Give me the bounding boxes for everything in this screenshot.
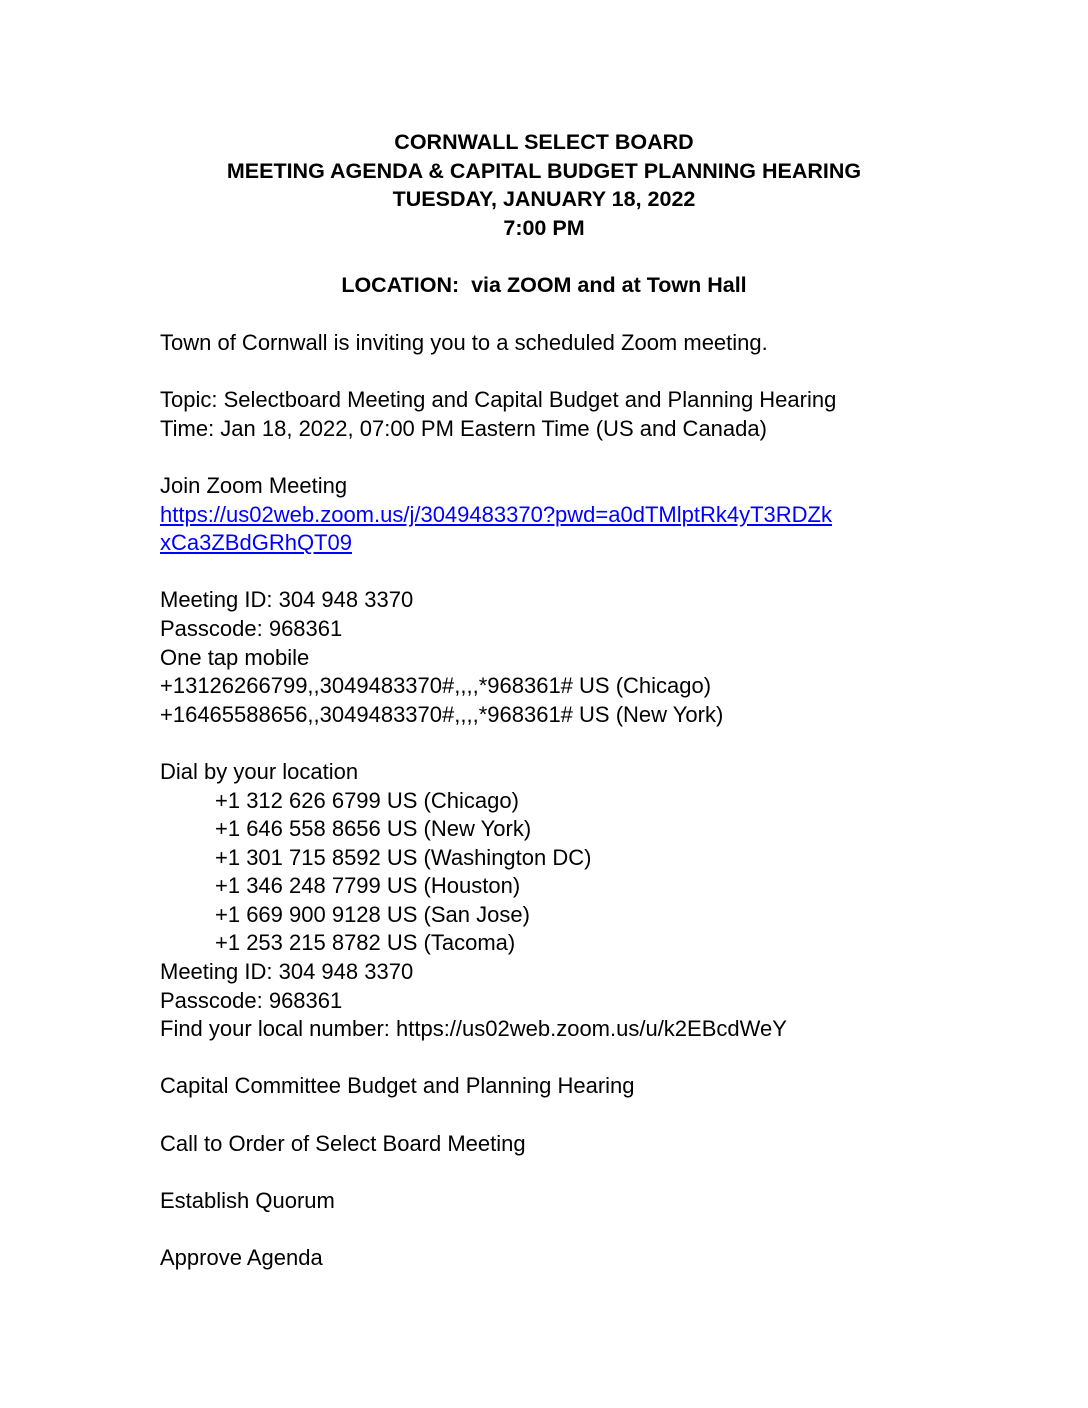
join-label: Join Zoom Meeting (160, 472, 348, 498)
dial-number: +1 312 626 6799 US (Chicago) (215, 787, 519, 813)
one-tap-number: +13126266799,,3049483370#,,,,*968361# US (Chicago) (160, 673, 712, 699)
dial-label: Dial by your location (160, 758, 359, 784)
agenda-item: Capital Committee Budget and Planning Hearing (160, 1073, 635, 1099)
header-subtitle: MEETING AGENDA & CAPITAL BUDGET PLANNING HEARING (226, 158, 862, 183)
dial-number: +1 301 715 8592 US (Washington DC) (215, 844, 592, 870)
zoom-join-link[interactable]: https://us02web.zoom.us/j/3049483370?pwd=a0dTMlptRk4yT3RDZk (160, 501, 832, 527)
document-header (0, 128, 1088, 242)
meeting-id: Meeting ID: 304 948 3370 (160, 587, 414, 613)
spacer (160, 1158, 960, 1187)
header-title: CORNWALL SELECT BOARD (394, 130, 694, 154)
spacer (160, 1215, 960, 1244)
agenda-item: Call to Order of Select Board Meeting (160, 1130, 526, 1156)
spacer (160, 443, 960, 472)
document-body (160, 329, 960, 1273)
spacer (160, 358, 960, 387)
spacer (160, 1044, 960, 1073)
spacer (160, 729, 960, 758)
agenda-item: Establish Quorum (160, 1187, 335, 1213)
dial-number: +1 669 900 9128 US (San Jose) (215, 901, 530, 927)
time-text: Time: Jan 18, 2022, 07:00 PM Eastern Time (US and Canada) (160, 415, 767, 441)
spacer (160, 1101, 960, 1130)
location-heading: LOCATION: via ZOOM and at Town Hall (341, 273, 747, 297)
passcode: Passcode: 968361 (160, 987, 343, 1013)
header-time: 7:00 PM (503, 215, 585, 240)
dial-number: +1 346 248 7799 US (Houston) (215, 873, 521, 899)
one-tap-label: One tap mobile (160, 644, 310, 670)
invite-text: Town of Cornwall is inviting you to a scheduled Zoom meeting. (160, 330, 768, 355)
header-date: TUESDAY, JANUARY 18, 2022 (392, 187, 696, 211)
topic-text: Topic: Selectboard Meeting and Capital Budget and Planning Hearing (160, 387, 837, 413)
find-local-number: Find your local number: https://us02web.zoom.us/u/k2EBcdWeY (160, 1016, 787, 1042)
spacer (160, 558, 960, 587)
one-tap-number: +16465588656,,3049483370#,,,,*968361# US (New York) (160, 701, 724, 727)
zoom-join-link-continued[interactable]: xCa3ZBdGRhQT09 (160, 530, 352, 556)
agenda-item: Approve Agenda (160, 1245, 323, 1270)
passcode: Passcode: 968361 (160, 615, 343, 641)
meeting-id: Meeting ID: 304 948 3370 (160, 959, 414, 985)
dial-number: +1 253 215 8782 US (Tacoma) (215, 930, 516, 956)
dial-number: +1 646 558 8656 US (New York) (215, 816, 532, 842)
